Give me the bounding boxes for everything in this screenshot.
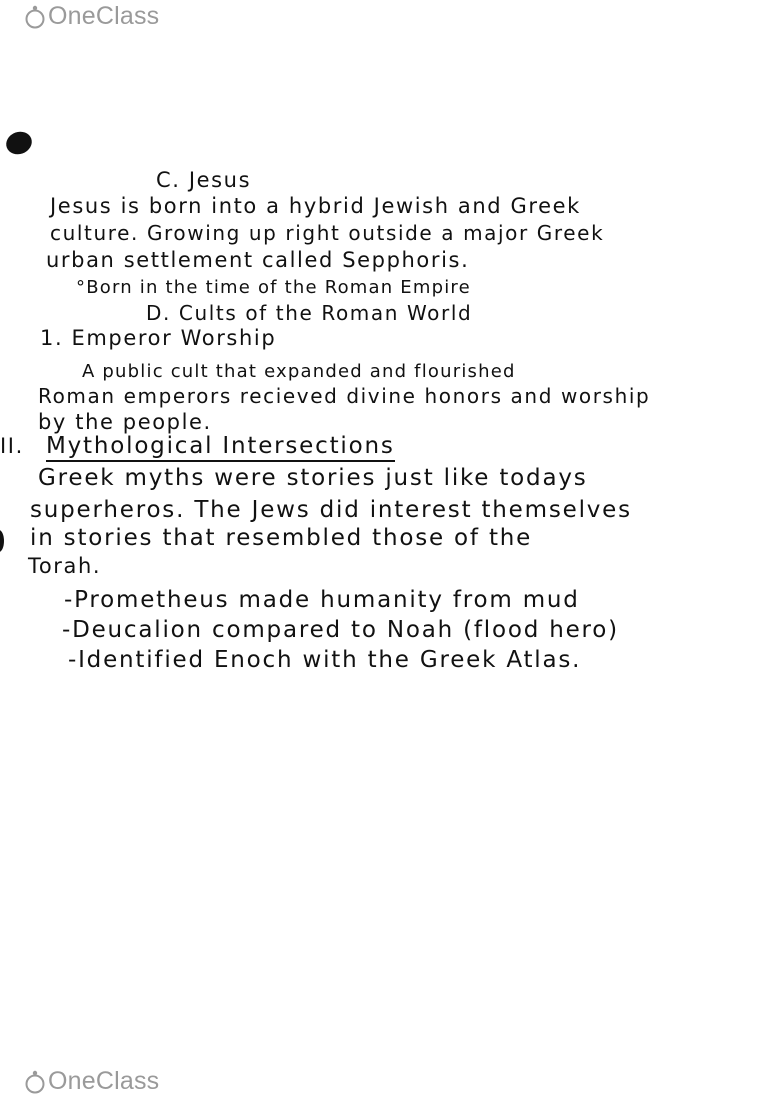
punch-hole-mark <box>3 128 35 158</box>
paragraph-line: Jesus is born into a hybrid Jewish and Greek <box>50 194 581 218</box>
logo-text: OneClass <box>48 2 160 30</box>
section-ii-title-text: Mythological Intersections <box>46 433 395 462</box>
logo-text: OneClass <box>48 1067 160 1095</box>
cult-description: A public cult that expanded and flourished <box>82 361 516 382</box>
heading-d-cults: D. Cults of the Roman World <box>146 301 473 325</box>
paragraph-line: Roman emperors recieved divine honors and worship <box>38 384 651 408</box>
bullet-born: °Born in the time of the Roman Empire <box>76 277 471 298</box>
heading-c-jesus: C. Jesus <box>156 168 252 192</box>
paragraph-line: by the people. <box>38 410 212 434</box>
logo-person-icon <box>24 1070 46 1094</box>
paragraph-line: culture. Growing up right outside a major Greek <box>50 221 605 245</box>
edge-mark <box>0 530 4 552</box>
paragraph-line: Torah. <box>28 554 102 578</box>
paragraph-line: in stories that resembled those of the <box>30 525 533 551</box>
paragraph-line: Greek myths were stories just like todays <box>38 465 588 491</box>
oneclass-logo-bottom <box>24 1067 159 1096</box>
section-ii-number: II. <box>0 434 24 458</box>
paragraph-line: superheros. The Jews did interest themselves <box>30 497 632 523</box>
list-item: -Prometheus made humanity from mud <box>64 587 580 613</box>
item-emperor-worship: 1. Emperor Worship <box>40 326 277 350</box>
section-ii-title <box>46 434 395 458</box>
list-item: -Deucalion compared to Noah (flood hero) <box>62 617 619 643</box>
oneclass-logo-top <box>24 2 159 31</box>
logo-person-icon <box>24 5 46 29</box>
paragraph-line: urban settlement called Sepphoris. <box>46 248 470 272</box>
list-item: -Identified Enoch with the Greek Atlas. <box>68 647 582 673</box>
